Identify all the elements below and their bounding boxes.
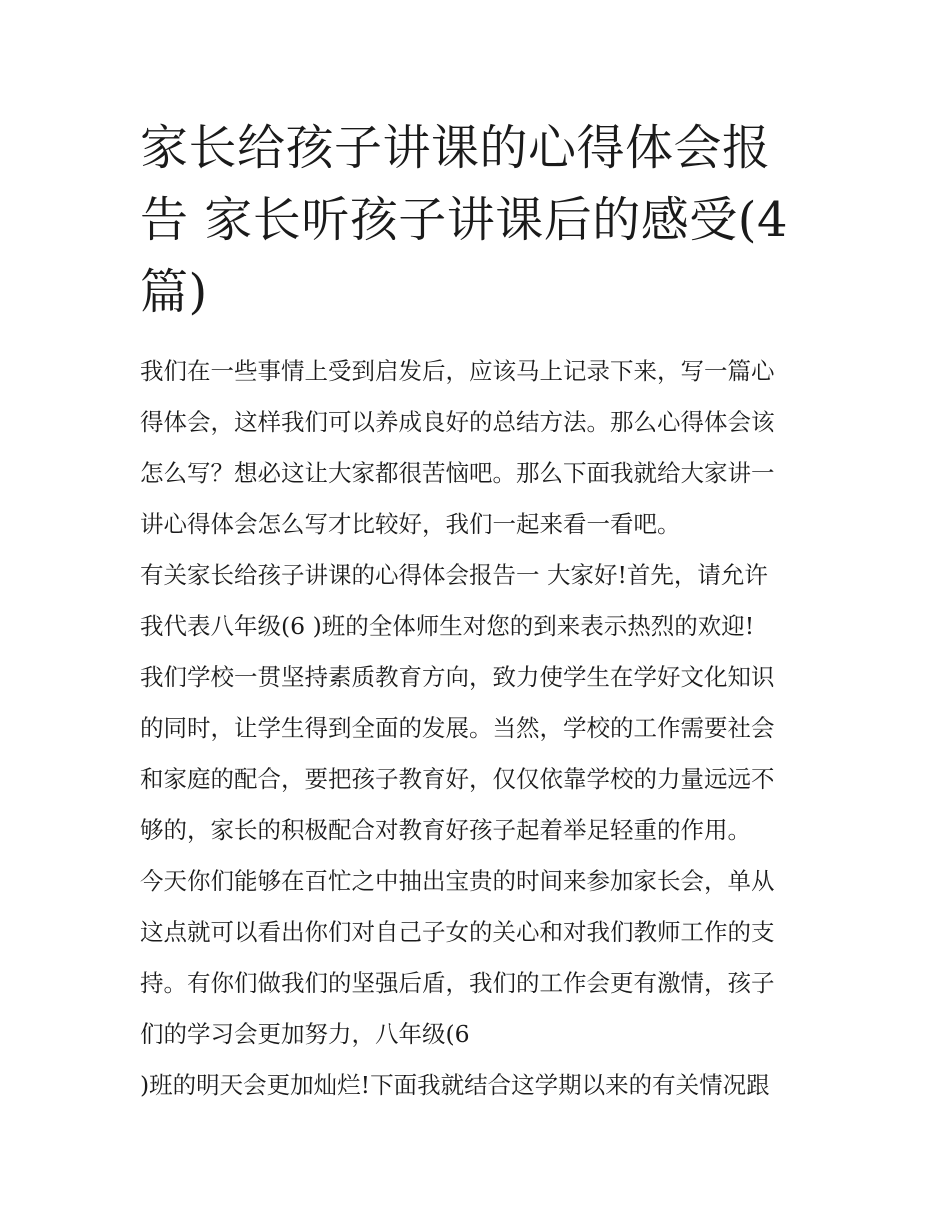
title-line: 家长给孩子讲课的心得体会报 [140,120,771,176]
text-line: 的同时，让学生得到全面的发展。当然，学校的工作需要社会 [140,714,775,742]
text-line: 们的学习会更加努力，八年级(6 [140,1020,470,1048]
title-line: 篇) [140,264,208,320]
document-title [140,112,820,328]
text-line: 持。有你们做我们的坚强后盾，我们的工作会更有激情，孩子 [140,969,775,997]
text-line: 怎么写？想必这让大家都很苦恼吧。那么下面我就给大家讲一 [140,459,775,487]
text-line: 这点就可以看出你们对自己子女的关心和对我们教师工作的支 [140,918,775,946]
text-line: 我代表八年级(6 )班的全体师生对您的到来表示热烈的欢迎! [140,612,755,640]
text-line: 今天你们能够在百忙之中抽出宝贵的时间来参加家长会，单从 [140,867,775,895]
thanks-paragraph [140,856,820,1060]
text-line: 我们学校一贯坚持素质教育方向，致力使学生在学好文化知识 [140,663,775,691]
continuation-paragraph [140,1060,820,1111]
text-line: 得体会，这样我们可以养成良好的总结方法。那么心得体会该 [140,408,775,436]
text-line: )班的明天会更加灿烂!下面我就结合这学期以来的有关情况跟 [140,1071,770,1099]
text-line: 有关家长给孩子讲课的心得体会报告一 大家好!首先，请允许 [140,561,768,589]
text-line: 和家庭的配合，要把孩子教育好，仅仅依靠学校的力量远远不 [140,765,775,793]
school-paragraph [140,652,820,856]
document-page [140,112,820,1111]
intro-paragraph [140,346,820,550]
greeting-paragraph [140,550,820,652]
text-line: 我们在一些事情上受到启发后，应该马上记录下来，写一篇心 [140,357,775,385]
text-line: 讲心得体会怎么写才比较好，我们一起来看一看吧。 [140,510,681,538]
text-line: 够的，家长的积极配合对教育好孩子起着举足轻重的作用。 [140,816,751,844]
title-line: 告 家长听孩子讲课后的感受(4 [140,192,789,248]
